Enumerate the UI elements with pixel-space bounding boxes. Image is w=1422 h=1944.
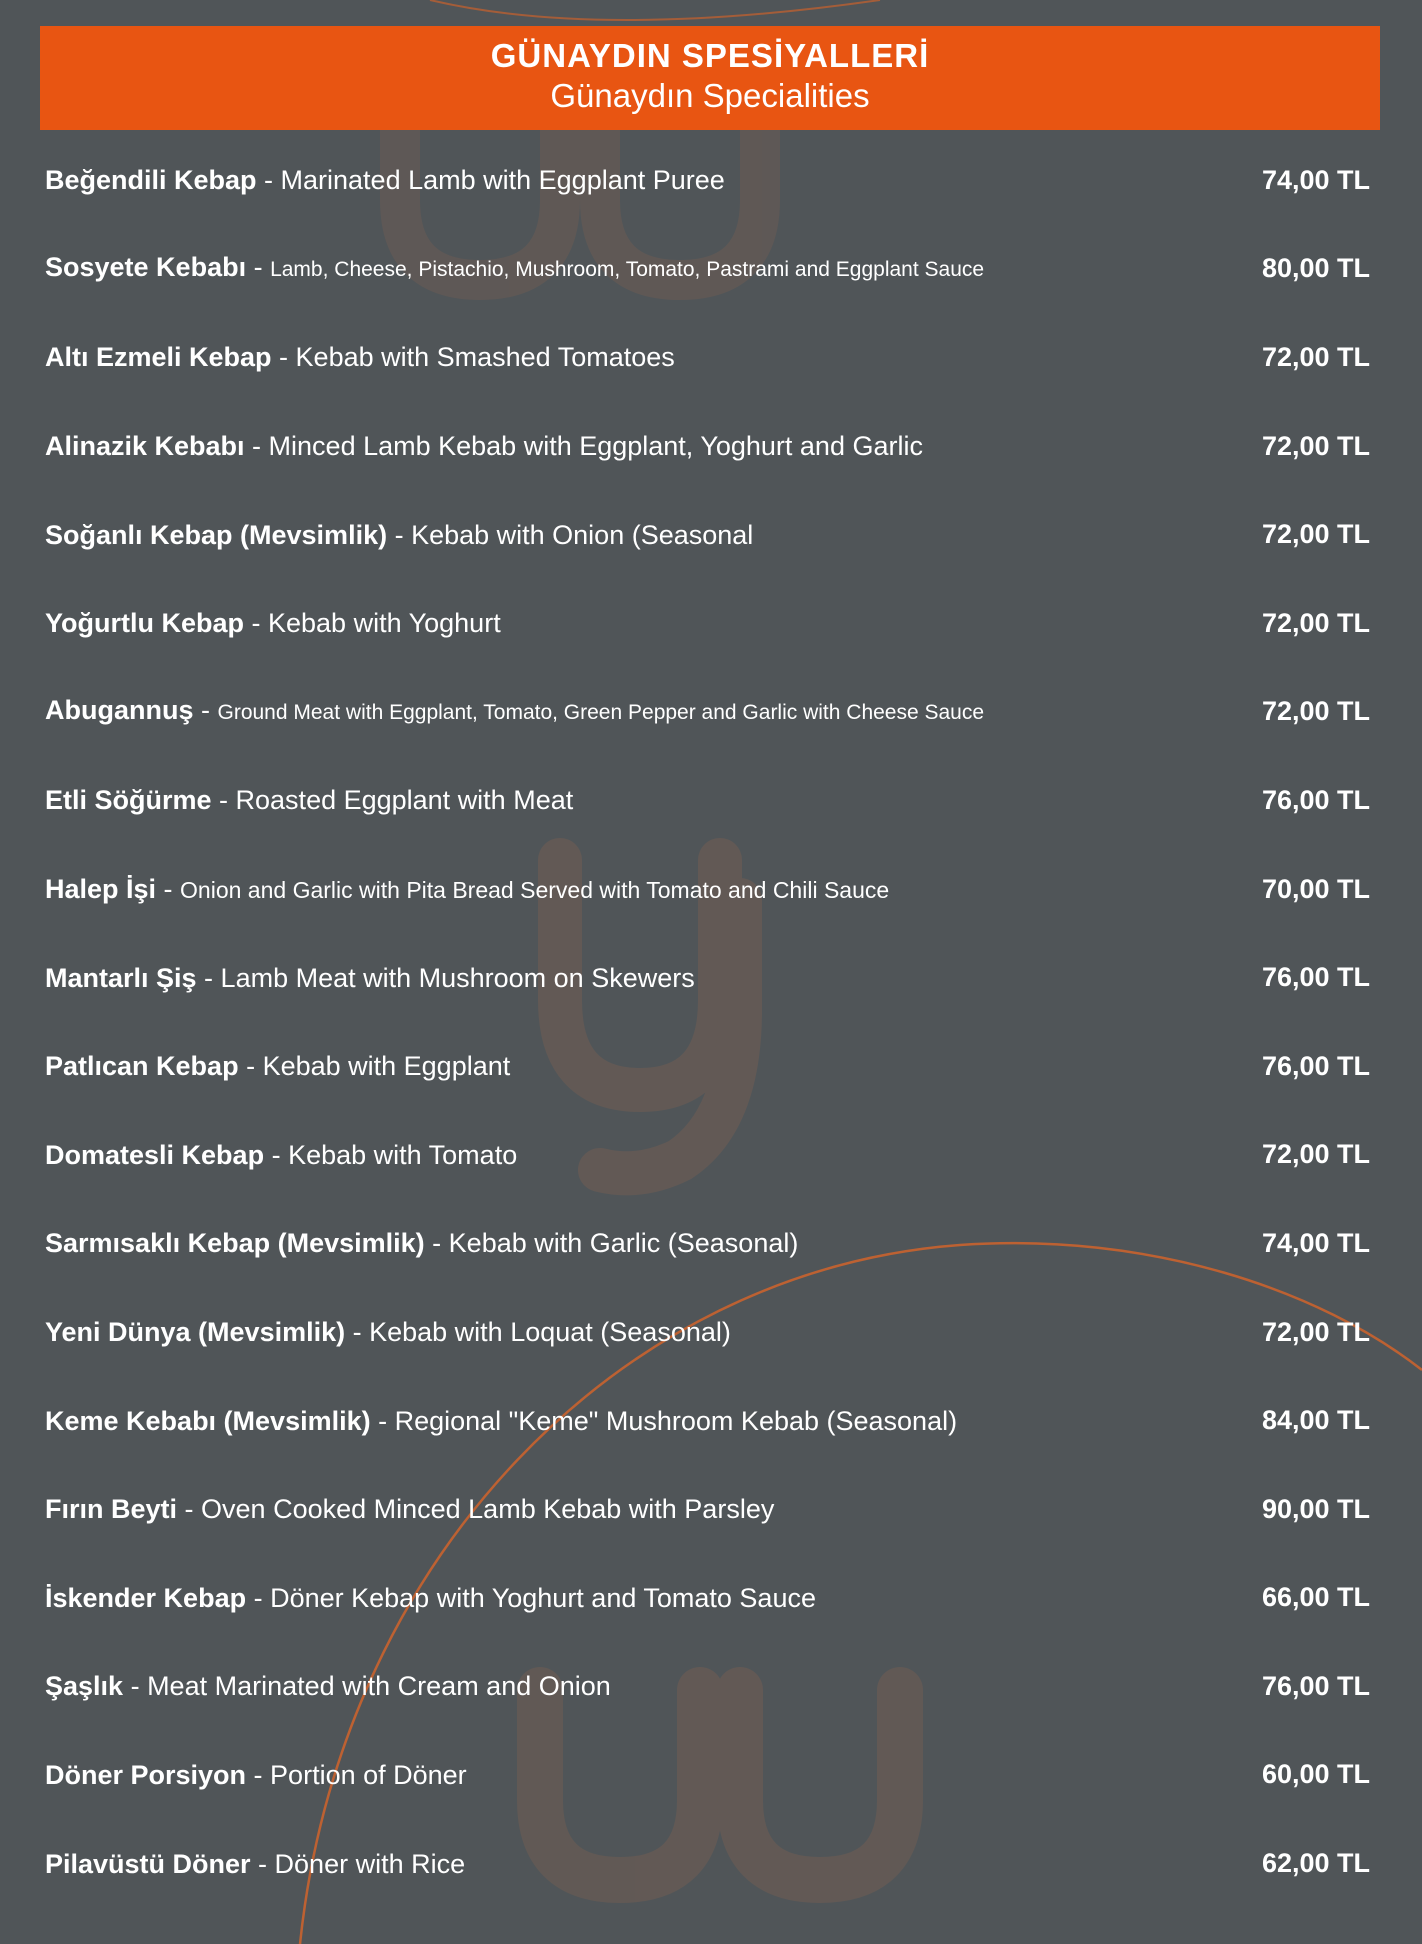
item-price: 66,00 TL [1261, 1582, 1370, 1613]
item-name: Sarmısaklı Kebap (Mevsimlik) [45, 1228, 425, 1259]
item-description: Ground Meat with Eggplant, Tomato, Green Pepper and Garlic with Cheese Sauce [217, 701, 985, 725]
item-description: Kebab with Loquat (Seasonal) [369, 1317, 731, 1348]
item-price: 62,00 TL [1261, 1848, 1370, 1879]
menu-item: Soğanlı Kebap (Mevsimlik) - Kebab with Onion (Seasonal 72,00 TL [45, 519, 1370, 550]
section-title: GÜNAYDIN SPESİYALLERİ [490, 37, 930, 74]
item-price: 72,00 TL [1261, 1139, 1370, 1170]
item-name: Altı Ezmeli Kebap [45, 342, 272, 373]
item-price: 72,00 TL [1261, 1316, 1370, 1347]
section-subtitle: Günaydın Specialities [550, 77, 870, 114]
item-name: Alinazik Kebabı [45, 431, 245, 462]
item-description: Lamb, Cheese, Pistachio, Mushroom, Tomato, Pastrami and Eggplant Sauce [270, 258, 985, 282]
item-name: Soğanlı Kebap (Mevsimlik) [45, 519, 388, 550]
menu-item: Mantarlı Şiş - Lamb Meat with Mushroom on Skewers 76,00 TL [45, 962, 1370, 993]
menu-item: Yoğurtlu Kebap - Kebab with Yoghurt 72,00 TL [45, 607, 1370, 639]
item-description: Döner with Rice [274, 1848, 466, 1879]
item-name: Halep İşi [45, 873, 157, 904]
item-price: 90,00 TL [1261, 1493, 1370, 1524]
item-description: Döner Kebap with Yoghurt and Tomato Sauce [270, 1582, 816, 1613]
menu-item: Keme Kebabı (Mevsimlik) - Regional "Keme" Mushroom Kebab (Seasonal) 84,00 TL [45, 1405, 1370, 1436]
menu-item: Patlıcan Kebap - Kebab with Eggplant 76,00 TL [45, 1050, 1370, 1082]
menu-item: Domatesli Kebap - Kebab with Tomato 72,00 TL [45, 1139, 1370, 1170]
menu-item: Etli Söğürme - Roasted Eggplant with Meat 76,00 TL [45, 784, 1370, 816]
item-price: 76,00 TL [1261, 962, 1370, 993]
item-description: Onion and Garlic with Pita Bread Served with Tomato and Chili Sauce [180, 876, 890, 903]
item-description: Lamb Meat with Mushroom on Skewers [220, 962, 695, 993]
item-name: Patlıcan Kebap [45, 1051, 239, 1082]
item-price: 72,00 TL [1261, 430, 1370, 461]
item-price: 80,00 TL [1261, 253, 1370, 284]
section-header [40, 26, 1380, 130]
menu-item: Sarmısaklı Kebap (Mevsimlik) - Kebab with Garlic (Seasonal) 74,00 TL [45, 1227, 1370, 1259]
item-name: Sosyete Kebabı [45, 252, 247, 283]
menu-item: Altı Ezmeli Kebap - Kebab with Smashed Tomatoes 72,00 TL [45, 341, 1370, 373]
menu-item: İskender Kebap - Döner Kebap with Yoghurt and Tomato Sauce 66,00 TL [45, 1582, 1370, 1613]
item-description: Kebab with Yoghurt [268, 608, 501, 639]
item-description: Oven Cooked Minced Lamb Kebab with Parsley [201, 1494, 775, 1525]
item-price: 72,00 TL [1261, 519, 1370, 550]
item-price: 70,00 TL [1261, 873, 1370, 904]
menu-item: Halep İşi - Onion and Garlic with Pita Bread Served with Tomato and Chili Sauce 70,00 TL [45, 873, 1370, 904]
item-description: Roasted Eggplant with Meat [235, 785, 574, 816]
item-price: 74,00 TL [1261, 164, 1370, 195]
menu-item: Yeni Dünya (Mevsimlik) - Kebab with Loquat (Seasonal) 72,00 TL [45, 1316, 1370, 1348]
menu-item: Pilavüstü Döner - Döner with Rice 62,00 TL [45, 1848, 1370, 1879]
item-name: Şaşlık [45, 1671, 124, 1702]
item-name: Domatesli Kebap [45, 1139, 265, 1170]
decorative-arc-top-icon [430, 0, 880, 20]
item-price: 84,00 TL [1261, 1405, 1370, 1436]
item-description: Regional "Keme" Mushroom Kebab (Seasonal) [394, 1405, 958, 1436]
item-description: Portion of Döner [270, 1759, 467, 1790]
item-name: Etli Söğürme [45, 785, 212, 816]
menu-item: Fırın Beyti - Oven Cooked Minced Lamb Kebab with Parsley 90,00 TL [45, 1493, 1370, 1525]
item-name: Mantarlı Şiş [45, 962, 197, 993]
item-name: Fırın Beyti [45, 1494, 178, 1525]
item-name: Yoğurtlu Kebap [45, 608, 244, 639]
item-name: Keme Kebabı (Mevsimlik) [45, 1405, 371, 1436]
item-description: Marinated Lamb with Eggplant Puree [280, 165, 725, 196]
menu-list [45, 136, 1370, 1908]
item-name: Yeni Dünya (Mevsimlik) [45, 1317, 346, 1348]
menu-item: Sosyete Kebabı - Lamb, Cheese, Pistachio, Mushroom, Tomato, Pastrami and Eggplant Sauce 80,00 TL [45, 252, 1370, 284]
item-price: 60,00 TL [1261, 1759, 1370, 1790]
item-name: Döner Porsiyon [45, 1759, 247, 1790]
item-description: Kebab with Eggplant [262, 1051, 511, 1082]
item-name: Beğendili Kebap [45, 165, 257, 196]
menu-item: Şaşlık - Meat Marinated with Cream and Onion 76,00 TL [45, 1670, 1370, 1702]
item-description: Kebab with Smashed Tomatoes [295, 342, 675, 373]
item-price: 72,00 TL [1261, 696, 1370, 727]
item-price: 76,00 TL [1261, 1670, 1370, 1701]
item-name: Pilavüstü Döner [45, 1848, 251, 1879]
menu-item: Döner Porsiyon - Portion of Döner 60,00 TL [45, 1759, 1370, 1790]
menu-item: Abugannuş - Ground Meat with Eggplant, Tomato, Green Pepper and Garlic with Cheese Sauce 72,00 TL [45, 695, 1370, 727]
item-description: Kebab with Tomato [288, 1139, 518, 1170]
item-description: Minced Lamb Kebab with Eggplant, Yoghurt and Garlic [268, 431, 923, 462]
item-description: Meat Marinated with Cream and Onion [147, 1671, 611, 1702]
item-price: 74,00 TL [1261, 1227, 1370, 1258]
menu-item: Alinazik Kebabı - Minced Lamb Kebab with Eggplant, Yoghurt and Garlic 72,00 TL [45, 430, 1370, 462]
item-name: Abugannuş [45, 695, 194, 726]
item-price: 76,00 TL [1261, 1050, 1370, 1081]
menu-item: Beğendili Kebap - Marinated Lamb with Eggplant Puree 74,00 TL [45, 164, 1370, 196]
item-description: Kebab with Garlic (Seasonal) [448, 1228, 799, 1259]
item-price: 76,00 TL [1261, 784, 1370, 815]
item-description: Kebab with Onion (Seasonal [411, 519, 754, 550]
item-name: İskender Kebap [45, 1582, 247, 1613]
item-price: 72,00 TL [1261, 607, 1370, 638]
item-price: 72,00 TL [1261, 341, 1370, 372]
